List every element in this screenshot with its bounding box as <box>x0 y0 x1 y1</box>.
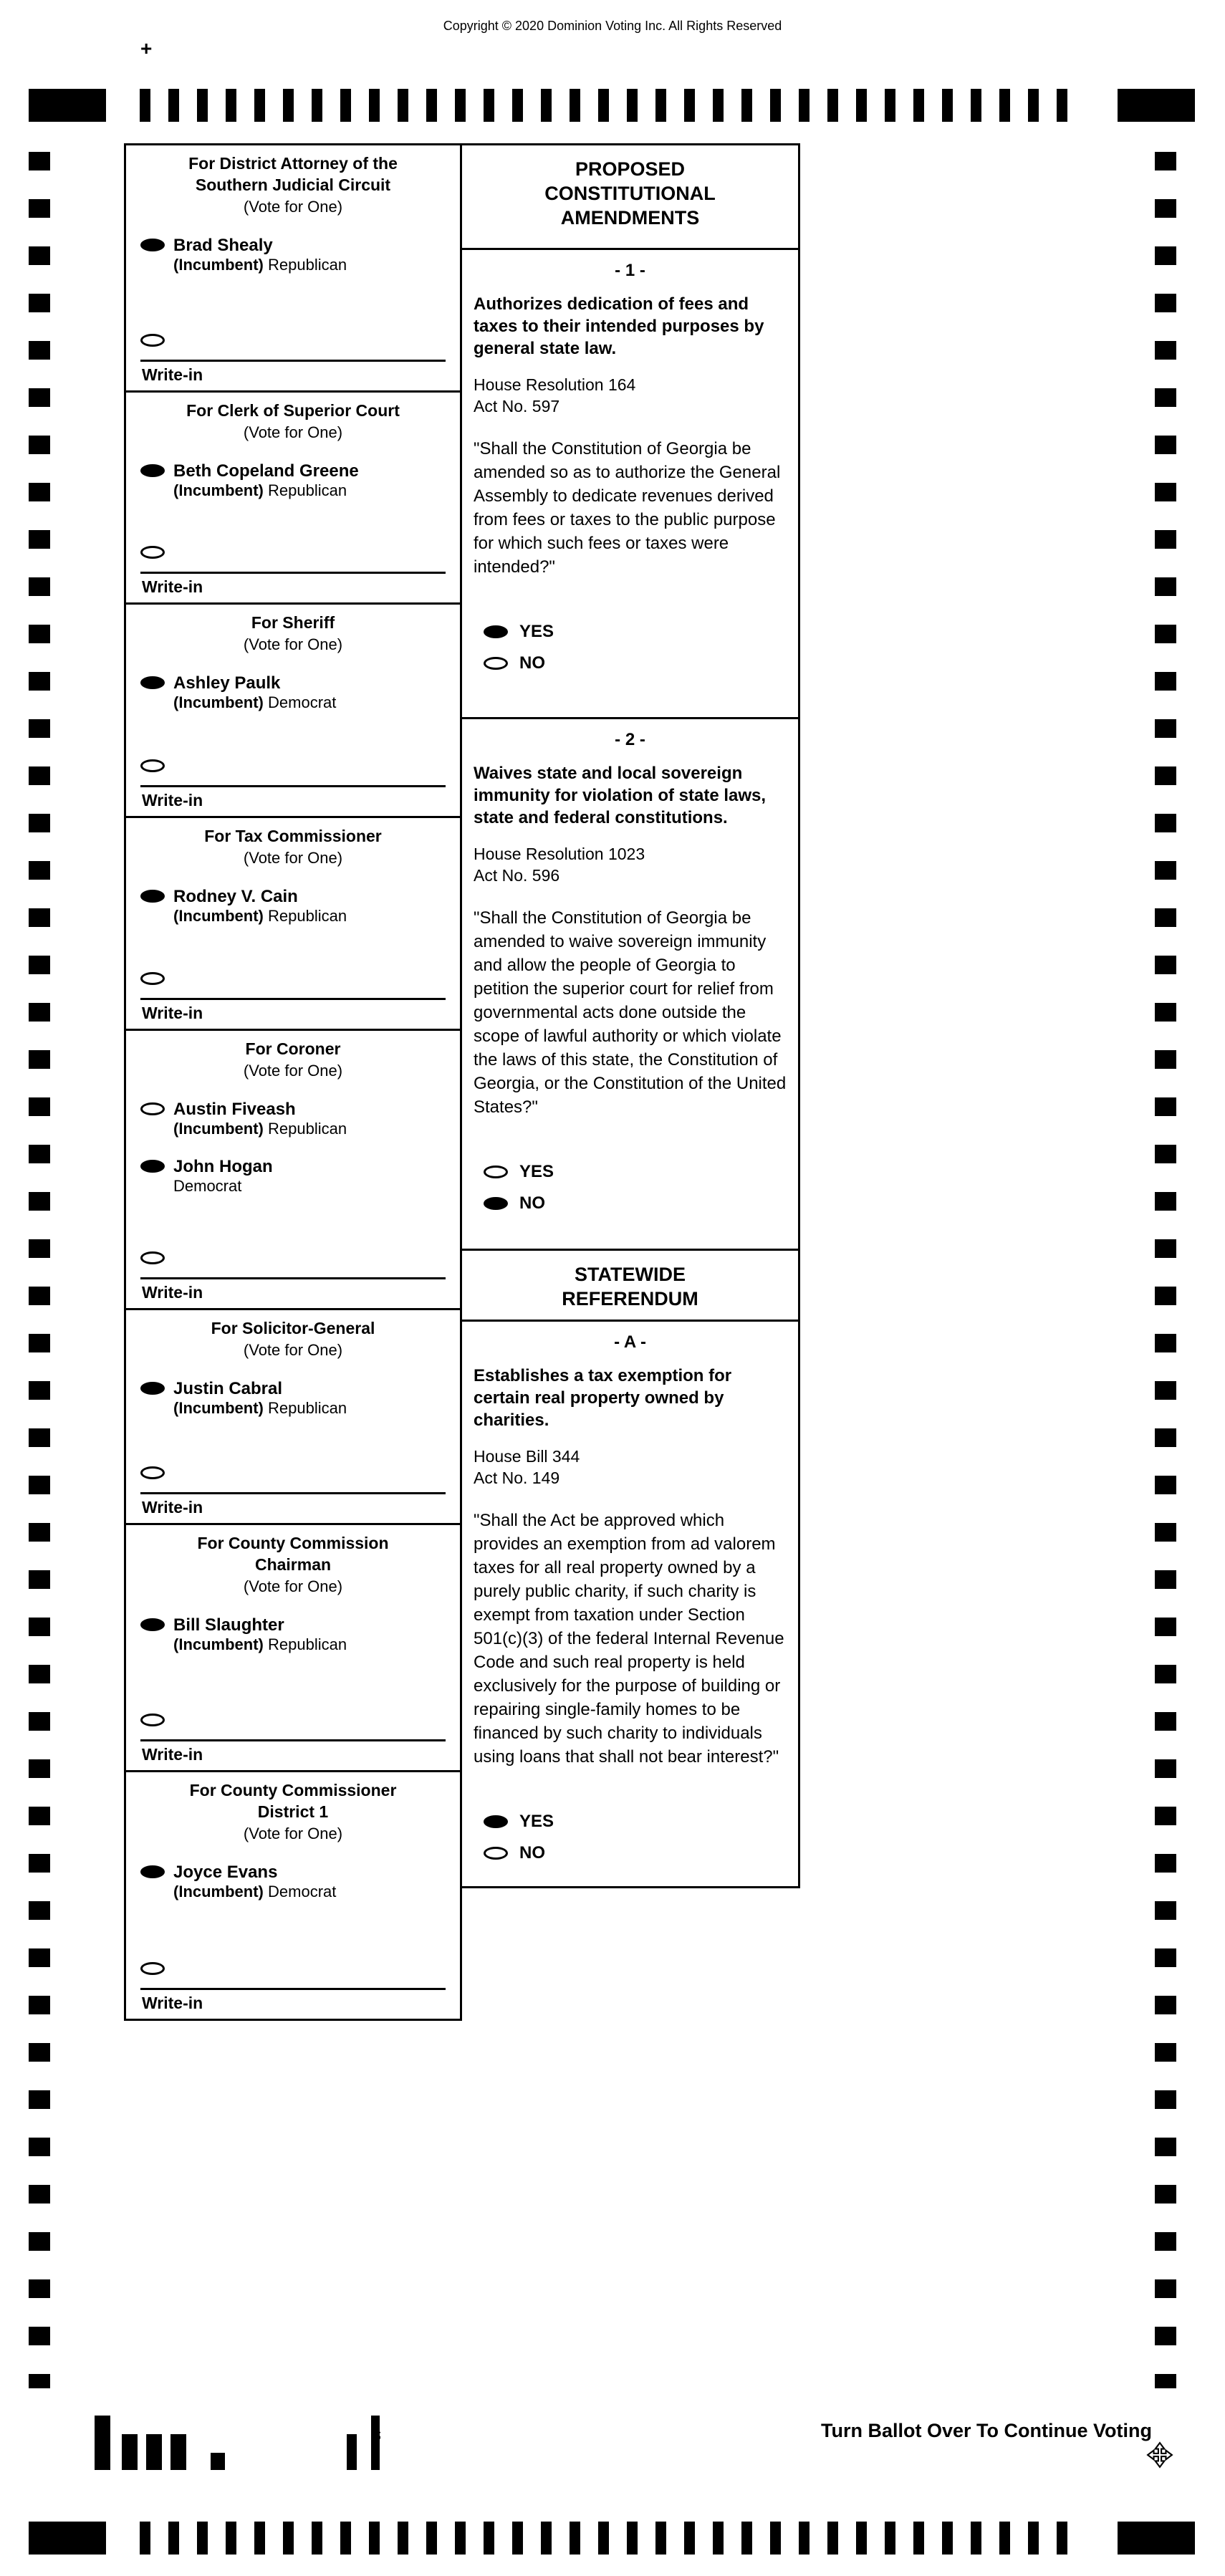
candidate-row <box>136 236 450 274</box>
timing-marks-left <box>29 152 50 2388</box>
no-row <box>474 653 787 673</box>
write-in-bubble[interactable] <box>140 1466 165 1479</box>
candidate-name: Bill Slaughter <box>173 1615 284 1635</box>
candidate-party: (Incumbent) Democrat <box>173 693 337 711</box>
contest-instruction: (Vote for One) <box>243 198 343 216</box>
candidate-party: (Incumbent) Republican <box>173 907 347 925</box>
yes-bubble[interactable] <box>484 625 508 638</box>
referendum-header-text: STATEWIDE REFERENDUM <box>562 1264 698 1309</box>
write-in-row <box>136 543 450 559</box>
candidate-name: Joyce Evans <box>173 1863 278 1882</box>
measure-number: - A - <box>614 1332 646 1352</box>
candidate-name: Ashley Paulk <box>173 673 281 693</box>
candidate-party: (Incumbent) Republican <box>173 1120 347 1138</box>
yes-row <box>474 1162 787 1182</box>
copyright-notice: Copyright © 2020 Dominion Voting Inc. All Rights Reserved <box>443 19 782 33</box>
no-label: NO <box>519 653 545 673</box>
measure-referendum-a <box>462 1322 798 1886</box>
write-in-row <box>136 1464 450 1479</box>
write-in-bubble[interactable] <box>140 1714 165 1726</box>
contest-title: For County Commission Chairman <box>197 1534 389 1574</box>
vote-bubble[interactable] <box>140 1102 165 1115</box>
vote-bubble[interactable] <box>140 676 165 689</box>
write-in-row <box>136 1711 450 1726</box>
contest-title: For Solicitor-General <box>211 1319 375 1337</box>
write-in-line[interactable] <box>140 1277 446 1308</box>
measure-references: House Bill 344 Act No. 149 <box>474 1447 580 1487</box>
candidate-party: (Incumbent) Republican <box>173 256 347 274</box>
measures-column <box>460 143 800 1888</box>
candidate-party: (Incumbent) Democrat <box>173 1883 337 1900</box>
timing-block-top-right <box>1118 89 1195 122</box>
write-in-line[interactable] <box>140 785 446 816</box>
no-label: NO <box>519 1843 545 1863</box>
candidate-name: Justin Cabral <box>173 1379 283 1398</box>
write-in-row <box>136 969 450 985</box>
measure-question: "Shall the Constitution of Georgia be amended to waive sovereign immunity and allow the people of Georgia to petition the superior court for relief from governmental acts done outside the scope of lawful authority or which violate the laws of this state, the Constitution of Georgia, or the Constitution of the United States?" <box>474 908 787 1117</box>
contest-instruction: (Vote for One) <box>243 1825 343 1842</box>
vote-bubble[interactable] <box>140 1382 165 1395</box>
candidate-name: Beth Copeland Greene <box>173 461 359 481</box>
measure-question: "Shall the Constitution of Georgia be amended so as to authorize the General Assembly to dedicate revenues derived from fees or taxes to the public purpose for which such fees or taxes were intended?" <box>474 439 781 577</box>
measure-summary: Waives state and local sovereign immunity for violation of state laws, state and federal constitutions. <box>474 764 767 827</box>
yes-label: YES <box>519 1162 554 1181</box>
candidate-row <box>136 1157 450 1196</box>
contest-instruction: (Vote for One) <box>243 635 343 653</box>
contest-solicitor-general <box>126 1310 460 1525</box>
candidate-row <box>136 673 450 712</box>
no-bubble[interactable] <box>484 1197 508 1210</box>
contest-title: For District Attorney of the Southern Judicial Circuit <box>188 154 398 194</box>
timing-block-bottom-left <box>29 2522 106 2555</box>
no-label: NO <box>519 1193 545 1213</box>
write-in-line[interactable] <box>140 1492 446 1523</box>
write-in-label: Write-in <box>142 1745 203 1764</box>
write-in-row <box>136 331 450 347</box>
candidate-row <box>136 1863 450 1901</box>
measure-summary: Authorizes dedication of fees and taxes to their intended purposes by general state law. <box>474 294 764 358</box>
candidate-party: (Incumbent) Republican <box>173 1399 347 1417</box>
turn-ballot-over-text: Turn Ballot Over To Continue Voting <box>821 2420 1152 2441</box>
vote-bubble[interactable] <box>140 1865 165 1878</box>
amendments-header <box>462 145 798 250</box>
write-in-bubble[interactable] <box>140 972 165 985</box>
contest-title: For Sheriff <box>251 613 335 632</box>
ballot-code-marks <box>95 2416 424 2474</box>
candidate-row <box>136 1379 450 1418</box>
yes-label: YES <box>519 622 554 641</box>
write-in-bubble[interactable] <box>140 1962 165 1975</box>
write-in-row <box>136 1249 450 1264</box>
measure-number: - 1 - <box>615 261 645 280</box>
measure-references: House Resolution 1023 Act No. 596 <box>474 845 645 885</box>
candidate-name: John Hogan <box>173 1157 273 1176</box>
candidate-name: Rodney V. Cain <box>173 887 298 906</box>
candidate-party: (Incumbent) Republican <box>173 1635 347 1653</box>
yes-bubble[interactable] <box>484 1166 508 1178</box>
registration-mark: + <box>140 37 153 59</box>
measure-choices <box>474 1800 787 1863</box>
write-in-line[interactable] <box>140 1988 446 2019</box>
yes-label: YES <box>519 1812 554 1831</box>
continue-voting-arrow-icon <box>1146 2441 1173 2469</box>
vote-bubble[interactable] <box>140 464 165 477</box>
ballot-code-number: 42 <box>370 2428 383 2441</box>
candidate-party: Democrat <box>173 1177 242 1195</box>
contest-county-commission-chairman <box>126 1525 460 1772</box>
yes-row <box>474 622 787 642</box>
contest-instruction: (Vote for One) <box>243 423 343 441</box>
write-in-label: Write-in <box>142 365 203 384</box>
measure-number: - 2 - <box>615 730 645 749</box>
contest-column <box>124 143 462 2021</box>
write-in-bubble[interactable] <box>140 1251 165 1264</box>
contest-county-commissioner-district-1 <box>126 1772 460 2019</box>
no-bubble[interactable] <box>484 1847 508 1860</box>
write-in-bubble[interactable] <box>140 546 165 559</box>
write-in-line[interactable] <box>140 998 446 1029</box>
write-in-label: Write-in <box>142 1283 203 1302</box>
measure-choices <box>474 610 787 673</box>
candidate-row <box>136 887 450 926</box>
measure-summary: Establishes a tax exemption for certain real property owned by charities. <box>474 1366 732 1430</box>
write-in-row <box>136 1959 450 1975</box>
vote-bubble[interactable] <box>140 1618 165 1631</box>
vote-bubble[interactable] <box>140 239 165 251</box>
contest-district-attorney <box>126 145 460 393</box>
write-in-bubble[interactable] <box>140 334 165 347</box>
contest-title: For Coroner <box>245 1039 341 1058</box>
referendum-header <box>462 1251 798 1322</box>
contest-title: For Tax Commissioner <box>204 827 382 845</box>
candidate-party: (Incumbent) Republican <box>173 481 347 499</box>
write-in-label: Write-in <box>142 577 203 596</box>
contest-instruction: (Vote for One) <box>243 1341 343 1359</box>
candidate-row <box>136 461 450 500</box>
no-row <box>474 1193 787 1213</box>
write-in-bubble[interactable] <box>140 759 165 772</box>
contest-instruction: (Vote for One) <box>243 849 343 867</box>
write-in-line[interactable] <box>140 1739 446 1770</box>
timing-marks-top <box>140 89 1082 122</box>
write-in-row <box>136 756 450 772</box>
contest-title: For County Commissioner District 1 <box>189 1781 397 1821</box>
candidate-name: Austin Fiveash <box>173 1100 296 1119</box>
measure-references: House Resolution 164 Act No. 597 <box>474 375 636 415</box>
contest-title: For Clerk of Superior Court <box>186 401 400 420</box>
measure-amendment-1 <box>462 250 798 719</box>
write-in-label: Write-in <box>142 1004 203 1022</box>
contest-tax-commissioner <box>126 818 460 1031</box>
timing-block-bottom-right <box>1118 2522 1195 2555</box>
yes-row <box>474 1812 787 1832</box>
vote-bubble[interactable] <box>140 890 165 903</box>
write-in-label: Write-in <box>142 1498 203 1517</box>
contest-coroner <box>126 1031 460 1310</box>
vote-bubble[interactable] <box>140 1160 165 1173</box>
yes-bubble[interactable] <box>484 1815 508 1828</box>
candidate-row <box>136 1615 450 1654</box>
contest-instruction: (Vote for One) <box>243 1577 343 1595</box>
write-in-label: Write-in <box>142 1994 203 2012</box>
candidate-row <box>136 1100 450 1138</box>
write-in-label: Write-in <box>142 791 203 809</box>
candidate-name: Brad Shealy <box>173 236 273 255</box>
no-row <box>474 1843 787 1863</box>
amendments-header-text: PROPOSED CONSTITUTIONAL AMENDMENTS <box>544 158 716 229</box>
contest-clerk-superior-court <box>126 393 460 605</box>
contest-sheriff <box>126 605 460 818</box>
no-bubble[interactable] <box>484 657 508 670</box>
measure-question: "Shall the Act be approved which provides an exemption from ad valorem taxes for all real property owned by a purely public charity, if such charity is exempt from taxation under Section 501(c)(3) of the federal Internal Revenue Code and such real property is held exclusively for the purpose of building or repairing single-family homes to be financed by such charity to individuals using loans that shall not bear interest?" <box>474 1511 784 1767</box>
timing-marks-bottom <box>140 2522 1082 2555</box>
measure-choices <box>474 1150 787 1213</box>
write-in-line[interactable] <box>140 572 446 602</box>
timing-marks-right <box>1155 152 1176 2388</box>
write-in-line[interactable] <box>140 360 446 390</box>
measure-amendment-2 <box>462 719 798 1251</box>
timing-block-top-left <box>29 89 106 122</box>
contest-instruction: (Vote for One) <box>243 1062 343 1080</box>
